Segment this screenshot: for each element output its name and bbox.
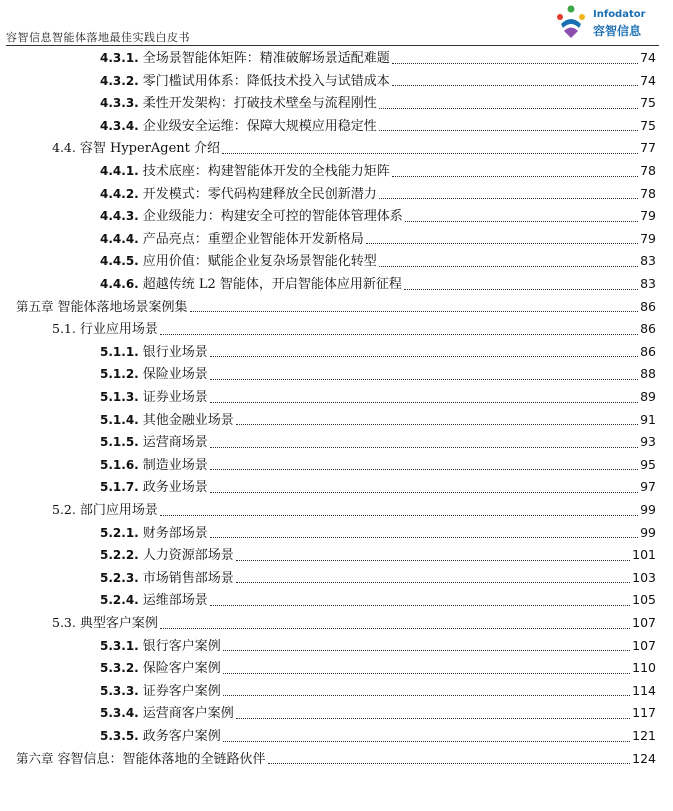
toc-dot-leader — [379, 198, 638, 199]
toc-entry-title: 产品亮点：重塑企业智能体开发新格局 — [142, 231, 364, 247]
toc-entry-page: 99 — [640, 524, 656, 540]
toc-entry-page: 79 — [640, 208, 656, 224]
toc-dot-leader — [223, 695, 630, 696]
toc-entry-page: 74 — [640, 50, 656, 65]
toc-entry-title: 证券客户案例 — [142, 683, 221, 699]
toc-entry-page: 93 — [640, 434, 656, 450]
toc-entry-number: 5.1.3. — [100, 390, 139, 404]
toc-entry[interactable] — [100, 92, 656, 115]
toc-entry-number: 5.1.2. — [100, 367, 139, 382]
toc-dot-leader — [392, 176, 638, 177]
toc-entry-page: 78 — [640, 185, 656, 201]
toc-entry[interactable] — [100, 589, 656, 612]
toc-dot-leader — [236, 424, 638, 425]
toc-entry-title: 保险业场景 — [142, 367, 208, 383]
toc-entry-page: 97 — [640, 479, 656, 495]
toc-entry-title: 零门槛试用体系：降低技术投入与试错成本 — [142, 73, 390, 89]
toc-entry-page: 117 — [632, 705, 656, 721]
logo-text-en: Infodator — [593, 9, 646, 20]
company-logo — [553, 4, 663, 42]
toc-entry-title: 制造业场景 — [142, 457, 208, 473]
toc-entry[interactable] — [100, 47, 656, 70]
toc-entry-page: 107 — [632, 637, 656, 653]
toc-entry[interactable] — [100, 386, 656, 409]
toc-entry-number: 5.3.4. — [100, 706, 139, 721]
toc-dot-leader — [210, 469, 638, 470]
toc-entry[interactable] — [100, 205, 656, 228]
toc-entry-title: 应用价值：赋能企业复杂场景智能化转型 — [142, 254, 377, 270]
logo-text-cn: 容智信息 — [593, 24, 642, 38]
toc-entry-title: 银行客户案例 — [142, 638, 221, 654]
toc-entry[interactable] — [100, 431, 656, 454]
toc-entry[interactable] — [100, 228, 656, 251]
toc-entry-title: 部门应用场景 — [79, 503, 158, 518]
toc-entry-page: 121 — [632, 728, 656, 743]
toc-entry-number: 4.4.5. — [100, 254, 139, 269]
header-divider — [6, 45, 659, 46]
toc-entry-page: 83 — [640, 253, 656, 269]
toc-entry[interactable] — [16, 296, 656, 319]
toc-entry-number: 5.1. — [52, 321, 76, 337]
toc-dot-leader — [268, 763, 631, 764]
toc-dot-leader — [405, 221, 638, 222]
toc-entry-title: 企业级安全运维：保障大规模应用稳定性 — [142, 118, 377, 134]
toc-entry[interactable] — [52, 499, 656, 522]
toc-entry-title: 行业应用场景 — [79, 322, 158, 338]
toc-entry-page: 86 — [640, 343, 656, 359]
toc-entry-number: 5.1.4. — [100, 412, 139, 427]
toc-entry-page: 75 — [640, 117, 656, 133]
toc-entry-title: 运维部场景 — [142, 593, 208, 609]
toc-entry-title: 运营商场景 — [142, 435, 208, 451]
toc-dot-leader — [160, 334, 638, 335]
toc-dot-leader — [236, 718, 630, 719]
toc-entry-page: 79 — [640, 230, 656, 246]
toc-entry-number: 4.4.4. — [100, 231, 139, 246]
toc-entry-number: 5.2. — [52, 502, 76, 517]
toc-entry-page: 78 — [640, 163, 656, 178]
toc-entry-title: 智能体落地场景案例集 — [57, 299, 188, 315]
toc-entry-page: 74 — [640, 72, 656, 88]
document-title: 容智信息智能体落地最佳实践白皮书 — [6, 31, 190, 44]
toc-entry[interactable] — [100, 522, 656, 545]
toc-entry-title: 保险客户案例 — [142, 661, 221, 677]
toc-entry-number: 5.1.5. — [100, 435, 139, 450]
toc-entry-page: 114 — [632, 682, 656, 698]
toc-entry-title: 人力资源部场景 — [142, 548, 234, 564]
toc-dot-leader — [210, 447, 638, 448]
toc-dot-leader — [223, 741, 630, 742]
toc-entry[interactable] — [100, 160, 656, 183]
toc-entry[interactable] — [100, 454, 656, 477]
toc-entry-page: 88 — [640, 366, 656, 382]
toc-entry-number: 5.2.2. — [100, 548, 139, 563]
toc-dot-leader — [379, 266, 638, 267]
toc-dot-leader — [190, 311, 639, 312]
toc-entry-page: 105 — [632, 592, 656, 608]
toc-entry[interactable] — [100, 680, 656, 703]
toc-entry-number: 第六章 — [16, 750, 54, 766]
toc-entry[interactable] — [100, 273, 656, 296]
toc-entry[interactable] — [16, 748, 656, 771]
toc-dot-leader — [392, 63, 638, 64]
toc-entry-number: 5.3.5. — [100, 729, 139, 743]
toc-entry-number: 4.3.1. — [100, 51, 139, 65]
toc-entry[interactable] — [100, 341, 656, 364]
toc-entry-number: 5.2.3. — [100, 570, 139, 585]
toc-entry-page: 110 — [632, 660, 656, 676]
toc-dot-leader — [222, 153, 638, 154]
toc-entry-title: 运营商客户案例 — [142, 706, 234, 722]
toc-entry-page: 89 — [640, 389, 656, 404]
toc-entry-number: 4.4.1. — [100, 164, 139, 178]
toc-entry[interactable] — [100, 70, 656, 93]
toc-dot-leader — [210, 356, 638, 357]
toc-entry-title: 超越传统 L2 智能体，开启智能体应用新征程 — [142, 277, 402, 292]
toc-entry[interactable] — [100, 635, 656, 658]
toc-entry-number: 5.3.1. — [100, 638, 139, 653]
toc-entry-number: 第五章 — [16, 298, 54, 314]
toc-entry[interactable] — [100, 476, 656, 499]
toc-entry[interactable] — [100, 363, 656, 386]
toc-entry-number: 5.3.3. — [100, 683, 139, 698]
toc-entry-title: 财务部场景 — [142, 525, 208, 541]
toc-entry[interactable] — [100, 725, 656, 748]
toc-entry-title: 容智信息：智能体落地的全链路伙伴 — [57, 751, 266, 767]
toc-entry-page: 83 — [640, 276, 656, 291]
toc-dot-leader — [236, 560, 630, 561]
toc-entry[interactable] — [100, 183, 656, 206]
toc-dot-leader — [210, 537, 638, 538]
toc-entry-title: 市场销售部场景 — [142, 570, 234, 586]
toc-entry-title: 其他金融业场景 — [142, 412, 234, 428]
page-header — [0, 0, 673, 46]
toc-entry-title: 柔性开发架构：打破技术壁垒与流程刚性 — [142, 96, 377, 112]
toc-entry-title: 容智 HyperAgent 介绍 — [79, 141, 221, 157]
toc-dot-leader — [392, 85, 638, 86]
toc-dot-leader — [210, 605, 630, 606]
toc-entry[interactable] — [52, 612, 656, 635]
toc-entry-number: 4.4. — [52, 140, 76, 156]
toc-entry-page: 91 — [640, 411, 656, 427]
toc-entry-page: 86 — [640, 298, 656, 314]
toc-entry[interactable] — [52, 137, 656, 160]
toc-entry-number: 4.3.3. — [100, 96, 139, 111]
toc-entry-page: 86 — [640, 321, 656, 337]
logo-mark-icon — [553, 4, 589, 40]
toc-entry-title: 银行业场景 — [142, 344, 208, 360]
toc-entry-title: 证券业场景 — [142, 390, 208, 405]
toc-entry-number: 4.4.2. — [100, 186, 139, 201]
toc-dot-leader — [236, 582, 630, 583]
toc-entry-title: 开发模式：零代码构建释放全民创新潜力 — [142, 186, 377, 202]
toc-dot-leader — [366, 243, 638, 244]
toc-entry[interactable] — [52, 318, 656, 341]
toc-entry-page: 124 — [632, 750, 656, 766]
toc-entry-number: 4.3.4. — [100, 118, 139, 133]
toc-dot-leader — [160, 515, 638, 516]
toc-entry-number: 5.3.2. — [100, 661, 139, 676]
toc-entry[interactable] — [100, 657, 656, 680]
toc-entry-number: 4.4.3. — [100, 209, 139, 224]
toc-dot-leader — [379, 130, 638, 131]
toc-dot-leader — [160, 628, 630, 629]
toc-entry-page: 95 — [640, 456, 656, 472]
toc-dot-leader — [210, 492, 638, 493]
toc-entry-number: 5.3. — [52, 615, 76, 630]
toc-entry-number: 5.2.4. — [100, 593, 139, 608]
toc-entry-title: 技术底座：构建智能体开发的全栈能力矩阵 — [142, 164, 390, 179]
toc-dot-leader — [223, 673, 630, 674]
toc-entry-page: 107 — [632, 615, 656, 630]
toc-entry-number: 4.3.2. — [100, 73, 139, 88]
toc-entry-title: 典型客户案例 — [79, 616, 158, 631]
toc-entry-page: 99 — [640, 502, 656, 517]
toc-entry-page: 101 — [632, 547, 656, 563]
toc-entry-number: 4.4.6. — [100, 277, 139, 291]
toc-entry-title: 政务客户案例 — [142, 729, 221, 744]
toc-entry-page: 75 — [640, 95, 656, 111]
toc-entry-number: 5.2.1. — [100, 525, 139, 540]
toc-entry[interactable] — [100, 115, 656, 138]
toc-entry-title: 政务业场景 — [142, 480, 208, 496]
toc-entry[interactable] — [100, 544, 656, 567]
toc-dot-leader — [404, 289, 638, 290]
toc-dot-leader — [379, 108, 638, 109]
toc-dot-leader — [210, 379, 638, 380]
toc-entry[interactable] — [100, 702, 656, 725]
toc-entry[interactable] — [100, 567, 656, 590]
toc-dot-leader — [223, 650, 630, 651]
toc-dot-leader — [210, 402, 638, 403]
toc-entry[interactable] — [100, 250, 656, 273]
toc-entry-number: 5.1.7. — [100, 480, 139, 495]
toc-entry-page: 77 — [640, 140, 656, 156]
toc-entry-title: 全场景智能体矩阵：精准破解场景适配难题 — [142, 51, 390, 66]
toc-entry-page: 103 — [632, 569, 656, 585]
toc-entry[interactable] — [100, 409, 656, 432]
toc-entry-number: 5.1.6. — [100, 457, 139, 472]
toc-entry-title: 企业级能力：构建安全可控的智能体管理体系 — [142, 209, 403, 225]
toc-entry-number: 5.1.1. — [100, 344, 139, 359]
